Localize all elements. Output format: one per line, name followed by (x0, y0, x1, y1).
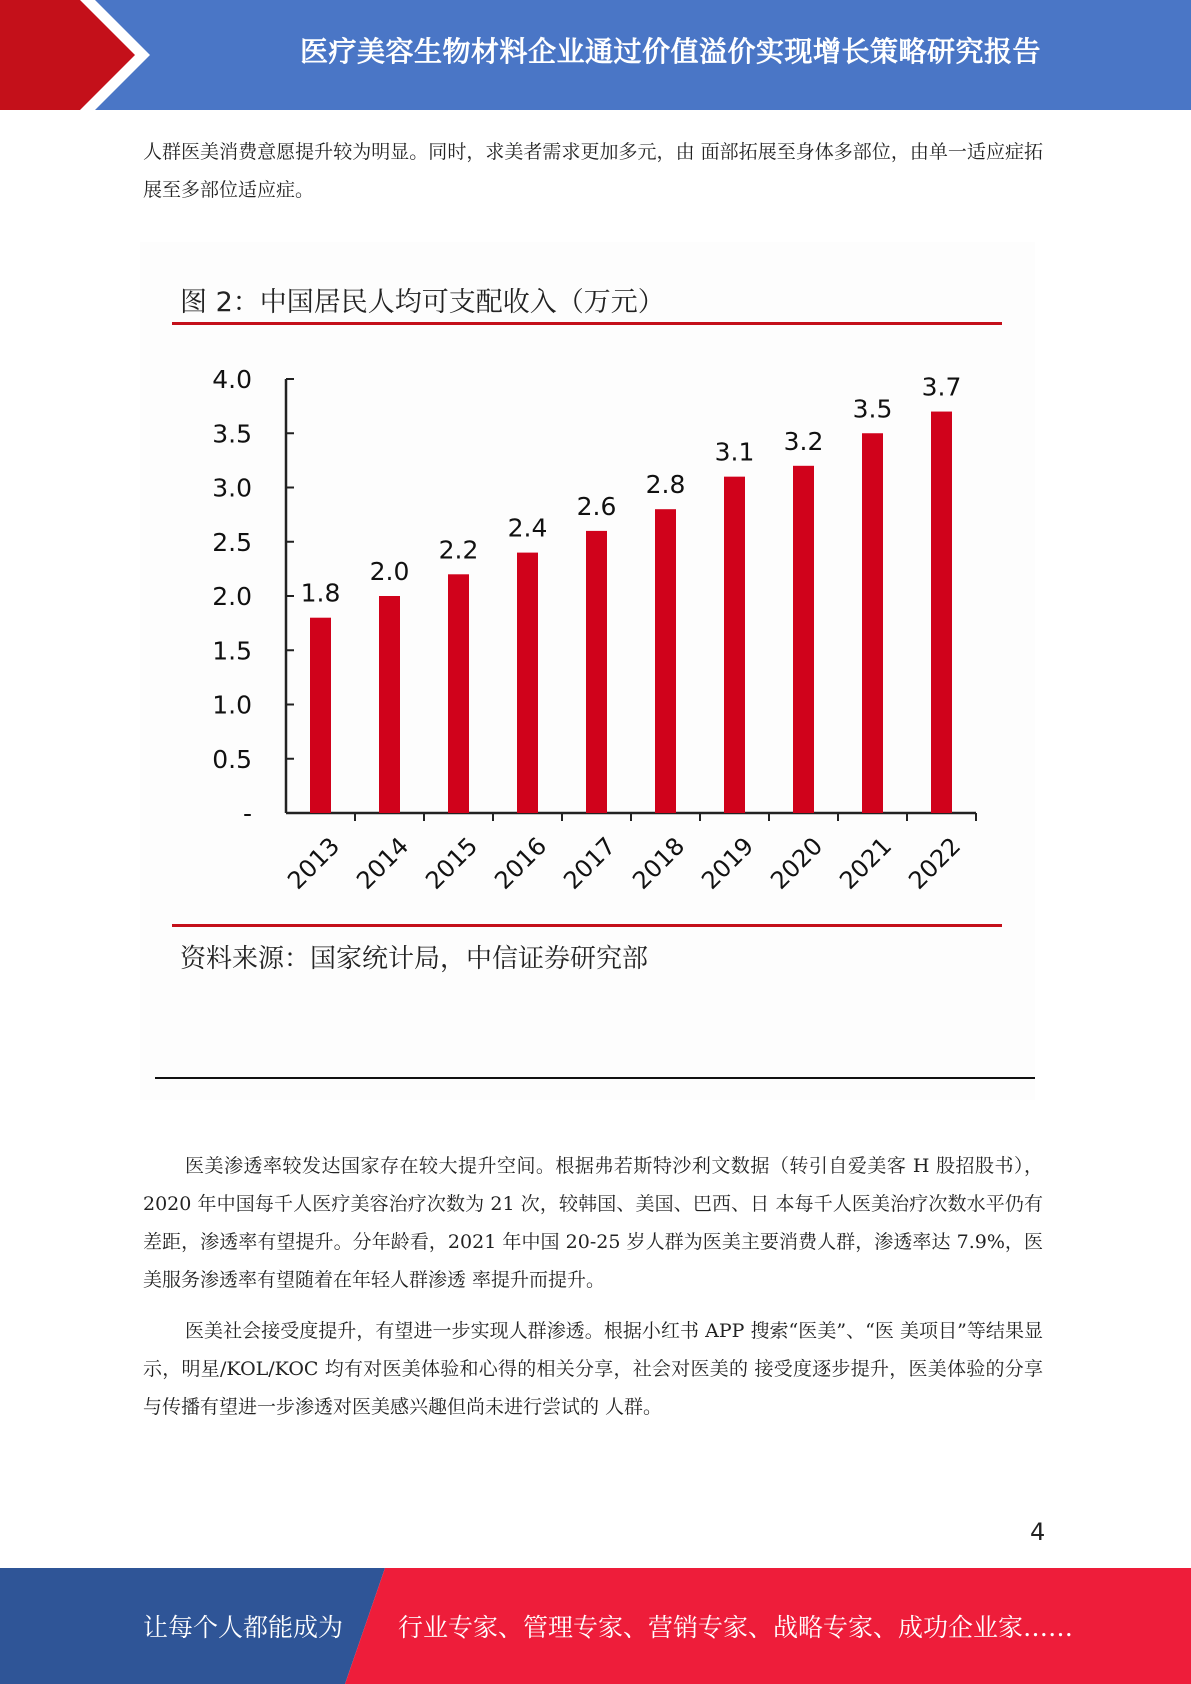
data-label-2020: 3.2 (783, 426, 824, 456)
bar-2021 (862, 433, 883, 813)
bar-2015 (448, 574, 469, 813)
data-label-2017: 2.6 (576, 491, 617, 521)
data-label-2019: 3.1 (714, 437, 755, 467)
report-title: 医疗美容生物材料企业通过价值溢价实现增长策略研究报告 (299, 35, 1041, 68)
bar-2018 (655, 509, 676, 813)
data-label-2014: 2.0 (369, 557, 410, 586)
y-tick-label: - (242, 799, 252, 828)
y-tick-label: 3.5 (212, 419, 252, 449)
y-tick-label: 2.0 (212, 582, 252, 611)
data-label-2013: 1.8 (300, 578, 341, 608)
footer-slogan-right: 行业专家、管理专家、营销专家、战略专家、成功企业家…… (398, 1613, 1074, 1642)
figure-source-rule (172, 924, 1002, 927)
page-number: 4 (1030, 1518, 1046, 1546)
page-footer (0, 1568, 1191, 1684)
paragraph-penetration: 医美渗透率较发达国家存在较大提升空间。根据弗若斯特沙利文数据（转引自爱美客 H 股招股书），2020 年中国每千人医疗美容治疗次数为 21 次，较韩国、美国、巴西、日 本每千人医美治疗次数水平仍有差距，渗透率有望提升。分年龄看，2021 年中国 20-25 岁人群为医美主要消费人群，渗透率达 7.9%，医美服务渗透率有望随着在年轻人群渗透 率提升而提升。 (143, 1155, 1043, 1291)
x-tick-label-2013: 2013 (282, 831, 346, 895)
bar-2019 (724, 477, 745, 813)
paragraph-intro: 人群医美消费意愿提升较为明显。同时，求美者需求更加多元，由 面部拓展至身体多部位，由单一适应症拓展至多部位适应症。 (143, 141, 1043, 201)
figure-title: 图 2：中国居民人均可支配收入（万元） (180, 287, 665, 318)
x-tick-label-2018: 2018 (627, 831, 691, 895)
y-tick-label: 4.0 (212, 365, 252, 394)
figure-source: 资料来源：国家统计局，中信证券研究部 (180, 944, 649, 974)
y-tick-label: 0.5 (212, 744, 252, 774)
x-tick-label-2020: 2020 (765, 831, 829, 895)
x-tick-label-2019: 2019 (696, 831, 760, 895)
bar-2017 (586, 531, 607, 813)
x-tick-label-2021: 2021 (834, 831, 898, 895)
paragraph-acceptance: 医美社会接受度提升，有望进一步实现人群渗透。根据小红书 APP 搜索“医美”、“医 美项目”等结果显示，明星/KOL/KOC 均有对医美体验和心得的相关分享，社会对医美的 接受度逐步提升，医美体验的分享与传播有望进一步渗透对医美感兴趣但尚未进行尝试的 人群。 (143, 1320, 1043, 1418)
bar-2014 (379, 596, 400, 813)
data-label-2016: 2.4 (507, 513, 548, 543)
data-label-2015: 2.2 (438, 535, 479, 565)
y-tick-label: 3.0 (212, 473, 252, 503)
page-header (0, 0, 1191, 110)
figure-income-chart (140, 242, 1035, 1100)
bar-2022 (931, 412, 952, 813)
bar-chart (140, 242, 1035, 942)
header-arrow-decoration (0, 0, 160, 110)
data-label-2018: 2.8 (645, 470, 686, 500)
x-tick-label-2014: 2014 (351, 831, 415, 895)
x-tick-label-2017: 2017 (558, 831, 622, 895)
bar-2013 (310, 618, 331, 813)
figure-bottom-border (155, 1077, 1035, 1079)
data-label-2022: 3.7 (921, 372, 962, 402)
footer-slogan-left: 让每个人都能成为 (143, 1613, 344, 1642)
y-tick-label: 2.5 (212, 527, 252, 557)
y-tick-label: 1.5 (212, 636, 252, 666)
data-label-2021: 3.5 (852, 394, 893, 424)
bar-2016 (517, 553, 538, 813)
x-tick-label-2022: 2022 (903, 831, 967, 895)
x-tick-label-2015: 2015 (420, 831, 484, 895)
bar-2020 (793, 466, 814, 813)
x-tick-label-2016: 2016 (489, 831, 553, 895)
y-tick-label: 1.0 (212, 690, 252, 720)
